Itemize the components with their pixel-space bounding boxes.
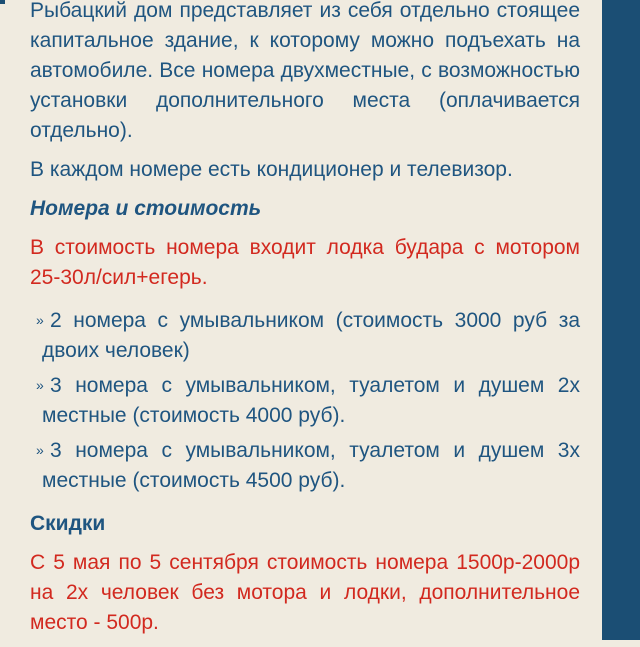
discounts-heading: Скидки bbox=[30, 512, 106, 535]
list-item-text: 2 номера с умывальником (стоимость 3000 руб за двоих человек) bbox=[42, 309, 580, 362]
document-content bbox=[30, 0, 580, 647]
rooms-pricing-heading: Номера и стоимость bbox=[30, 197, 262, 220]
list-item-text: 3 номера с умывальником, туалетом и душем 3х местные (стоимость 4500 руб). bbox=[42, 439, 580, 492]
bullet-icon: » bbox=[36, 377, 44, 393]
list-item bbox=[30, 436, 580, 496]
seasonal-discount-note: С 5 мая по 5 сентября стоимость номера 1500р-2000р на 2х человек без мотора и лодки, дополнительное место - 500р. bbox=[30, 551, 580, 634]
boat-included-note: В стоимость номера входит лодка будара с мотором 25-30л/сил+егерь. bbox=[30, 236, 580, 289]
room-options-list bbox=[30, 306, 580, 496]
list-item bbox=[30, 306, 580, 366]
intro-paragraph: Рыбацкий дом представляет из себя отдельно стоящее капитальное здание, к которому можно подъехать на автомобиле. Все номера двухместные, с возможностью установки дополнительного места (оплачивается отдельно). bbox=[30, 0, 580, 142]
list-item bbox=[30, 371, 580, 431]
bullet-icon: » bbox=[36, 442, 44, 458]
bullet-icon: » bbox=[36, 312, 44, 328]
list-item-text: 3 номера с умывальником, туалетом и душем 2х местные (стоимость 4000 руб). bbox=[42, 374, 580, 427]
amenities-paragraph: В каждом номере есть кондиционер и телевизор. bbox=[30, 158, 513, 181]
corner-mark bbox=[0, 0, 5, 4]
right-edge-bar bbox=[602, 0, 640, 640]
